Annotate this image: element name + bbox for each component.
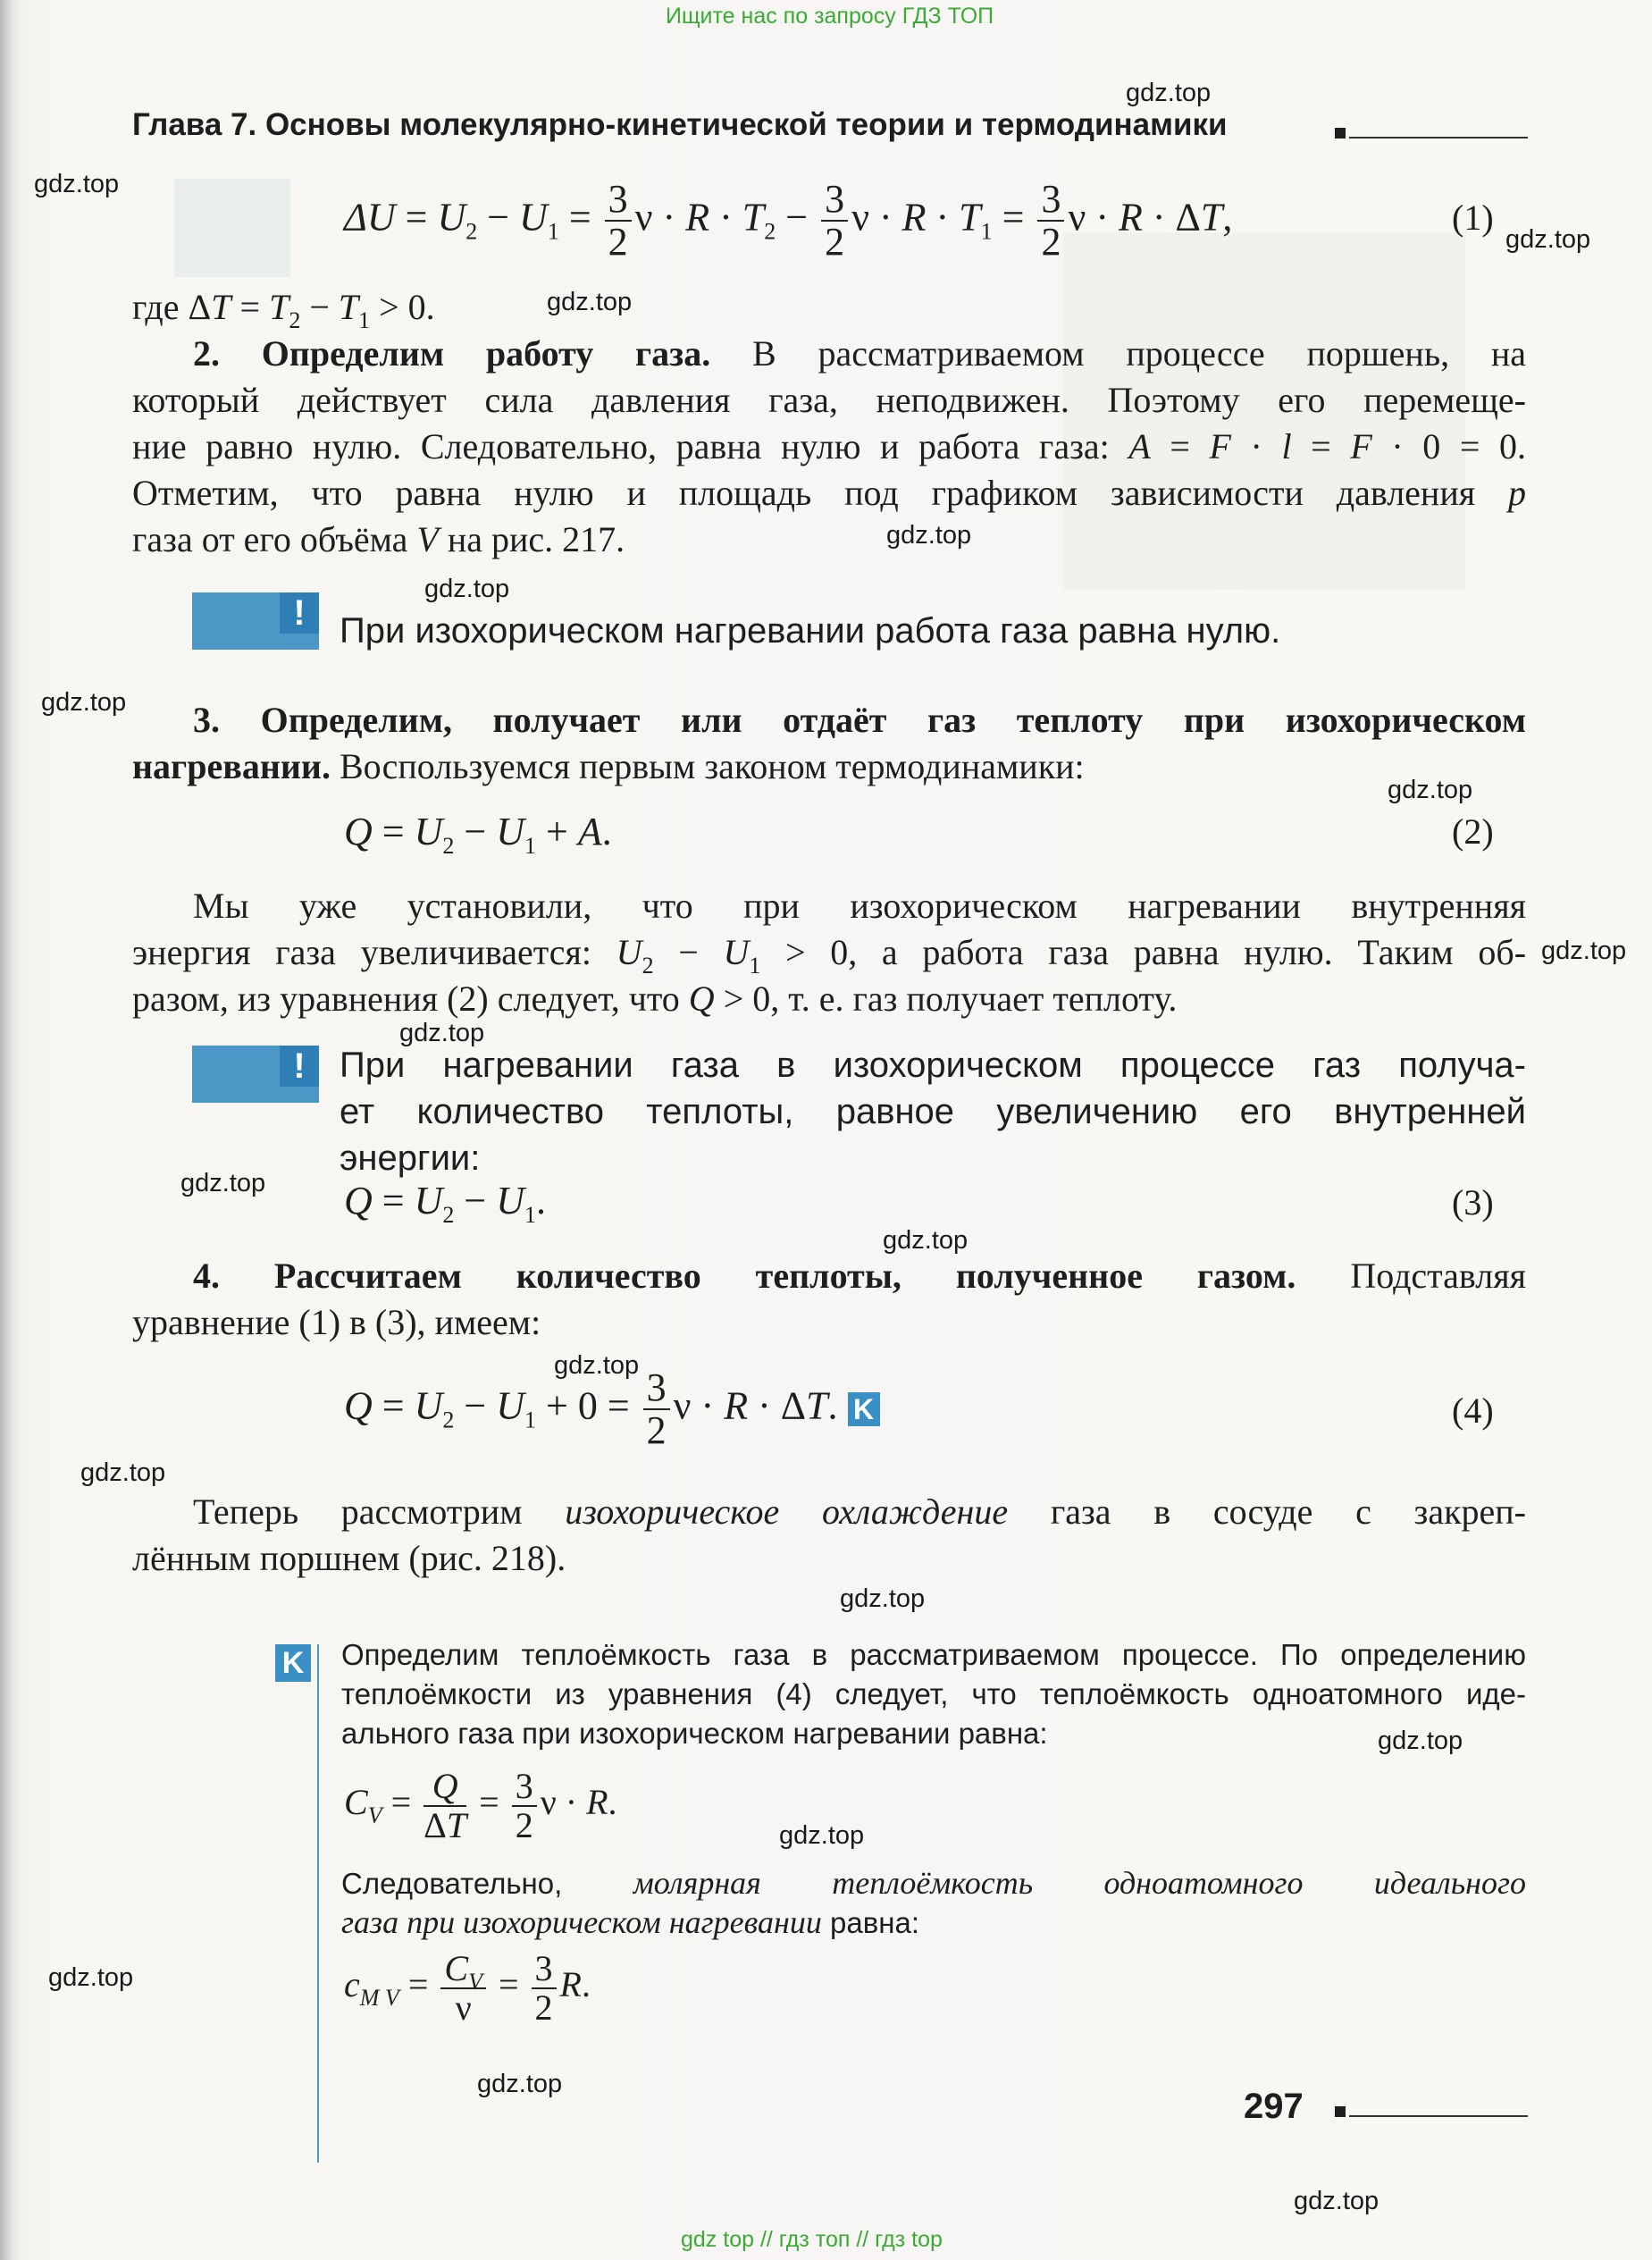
note-2-line3: энергии:	[340, 1138, 481, 1178]
kbox-rule	[317, 1644, 319, 2163]
kbox-line1: Определим теплоёмкость газа в рассматриваемом процессе. По определению	[341, 1638, 1526, 1671]
header-marker	[1335, 128, 1346, 139]
kbox-line2: теплоёмкости из уравнения (4) следует, что теплоёмкость одноатомного иде-	[341, 1677, 1526, 1710]
kbox-line4	[341, 1863, 1526, 1903]
kbox-line5-end: равна:	[830, 1906, 920, 1939]
show-through-figure	[174, 179, 290, 277]
equation-1-number: (1)	[1452, 197, 1494, 238]
footer-marker	[1335, 2106, 1346, 2117]
step3-p3: разом, из уравнения (2) следует, что Q > 0, т. е. газ получает теплоту.	[132, 979, 1178, 1019]
watermark: gdz.top	[1388, 776, 1473, 804]
step4-line1-text: Подставляя	[1350, 1256, 1527, 1296]
watermark: gdz.top	[779, 1821, 865, 1850]
watermark: gdz.top	[477, 2070, 563, 2098]
watermark: gdz.top	[1541, 937, 1627, 965]
step3-line2-text: Воспользуемся первым законом термодинамики:	[339, 746, 1085, 786]
kbox-line3: ального газа при изохорическом нагревании равна:	[341, 1717, 1048, 1750]
step4-heading: 4. Рассчитаем количество теплоты, полученное газом.	[193, 1256, 1296, 1296]
watermark: gdz.top	[1378, 1727, 1463, 1755]
step2-line2: который действует сила давления газа, неподвижен. Поэтому его перемеще-	[132, 380, 1526, 420]
where-line: где $\Delta T = T_2 - T_1 > 0$.	[132, 287, 435, 333]
watermark: gdz.top	[34, 170, 120, 198]
kbox-line5	[341, 1903, 919, 1943]
watermark: gdz.top	[80, 1458, 166, 1487]
watermark: gdz.top	[547, 288, 633, 316]
watermark: gdz.top	[883, 1226, 969, 1255]
step3-line2	[132, 744, 1526, 790]
equation-2-number: (2)	[1452, 811, 1494, 852]
k-badge-icon: K	[848, 1392, 880, 1426]
header-rule	[1349, 137, 1528, 139]
kbox-formula-cv: $C_V$ = $\frac{Q}{\Delta T}$ = $\frac{3}{2}$ ν · R.	[344, 1766, 617, 1845]
equation-3: $Q = U_2 - U_1$.	[344, 1179, 546, 1228]
watermark: gdz.top	[424, 575, 510, 603]
watermark: gdz.top	[840, 1584, 926, 1613]
note-bar-2	[192, 1046, 319, 1103]
page-number: 297	[1244, 2087, 1304, 2126]
bottom-watermark-line[interactable]: gdz top // гдз топ // гдз top	[681, 2227, 943, 2252]
step4-p1	[193, 1489, 1526, 1535]
watermark: gdz.top	[1505, 225, 1591, 254]
equation-2: $Q = U_2 - U_1 + A$.	[344, 810, 612, 859]
watermark: gdz.top	[41, 688, 127, 717]
top-banner[interactable]: Ищите нас по запросу ГДЗ ТОП	[666, 4, 994, 29]
equation-4-number: (4)	[1452, 1390, 1494, 1431]
watermark: gdz.top	[1126, 79, 1212, 107]
step4-line1	[193, 1253, 1526, 1299]
step3-p2: энергия газа увеличивается: $U_2 - U_1 > 0$, а работа газа равна нулю. Таким об-	[132, 932, 1527, 979]
watermark: gdz.top	[886, 521, 972, 550]
step2-line4: Отметим, что равна нулю и площадь под графиком зависимости давления p	[132, 473, 1526, 513]
chapter-title: Глава 7. Основы молекулярно-кинетической теории и термодинамики	[132, 107, 1228, 142]
watermark: gdz.top	[180, 1169, 266, 1197]
watermark: gdz.top	[554, 1351, 640, 1380]
kbox-line5-italic: газа при изохорическом нагревании	[341, 1904, 822, 1940]
kbox-k-icon: K	[275, 1644, 311, 1682]
footer-rule	[1349, 2115, 1528, 2117]
exclamation-icon: !	[280, 1046, 319, 1087]
kbox-formula-cmv: $c_{M V}$ = $\frac{C_V}{\nu}$ = $\frac{3}{2}$ R.	[344, 1948, 591, 2028]
step2-heading: 2. Определим работу газа.	[193, 333, 711, 374]
step2-line1-text: В рассматриваемом процессе поршень, на	[752, 333, 1527, 374]
step4-p1-italic: изохорическое охлаждение	[565, 1491, 1009, 1532]
step4-line2: уравнение (1) в (3), имеем:	[132, 1302, 541, 1342]
step3-p1: Мы уже установили, что при изохорическом нагревании внутренняя	[193, 886, 1526, 926]
equation-4: $Q = U_2 - U_1 + 0$ = $\frac{3}{2}$ ν · R · ΔT. K	[344, 1367, 880, 1451]
step2-line1	[193, 331, 1526, 377]
equation-1: $\Delta U = U_2 - U_1$ = $\frac{3}{2}$ $\nu \cdot R \cdot T_2$ − $\frac{3}{2}$ $\nu \cdot R \cdot T_1$ = $\frac{3}{2}$ ν · R · ΔT,	[344, 177, 1233, 265]
step4-p1-end: газа в сосуде с закреп-	[1050, 1491, 1526, 1532]
note-1: При изохорическом нагревании работа газа равна нулю.	[340, 611, 1281, 651]
equation-3-number: (3)	[1452, 1182, 1494, 1222]
note-2-line1: При нагревании газа в изохорическом процессе газ получа-	[340, 1046, 1526, 1085]
step3-heading-line1	[193, 697, 1526, 744]
step2-line5: газа от его объёма V на рис. 217.	[132, 519, 625, 559]
step2-line3: ние равно нулю. Следовательно, равна нулю и работа газа: A = F · l = F · 0 = 0.	[132, 426, 1526, 466]
note-bar-1	[192, 592, 319, 650]
step3-heading-end: нагревании.	[132, 746, 331, 786]
exclamation-icon: !	[280, 592, 319, 634]
step4-p1-start: Теперь рассмотрим	[193, 1491, 523, 1532]
kbox-line4-italic: молярная теплоёмкость одноатомного идеального	[633, 1865, 1526, 1901]
step4-p2: лённым поршнем (рис. 218).	[132, 1538, 566, 1578]
watermark: gdz.top	[1294, 2187, 1379, 2215]
watermark: gdz.top	[48, 1963, 134, 1992]
note-2-line2: ет количество теплоты, равное увеличению его внутренней	[340, 1092, 1526, 1131]
watermark: gdz.top	[399, 1019, 485, 1047]
kbox-line4-start: Следовательно,	[341, 1867, 563, 1900]
step3-heading: 3. Определим, получает или отдаёт газ теплоту при изохорическом	[193, 700, 1526, 740]
